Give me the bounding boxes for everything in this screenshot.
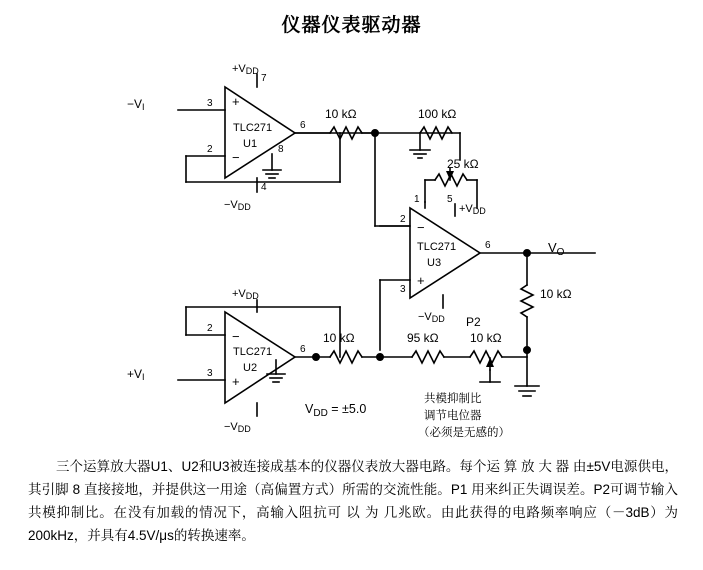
caption-block xyxy=(28,455,678,547)
pin-u2-plus: + xyxy=(232,374,240,389)
label-r-p2: 10 kΩ xyxy=(470,331,502,345)
note-cmrr-line1: 共模抑制比 xyxy=(424,393,482,405)
pin-number-u1-7: 7 xyxy=(261,73,267,84)
label-r-pot-p1: 25 kΩ xyxy=(447,157,479,171)
label-r-u1-series: 10 kΩ xyxy=(325,107,357,121)
page-title: 仪器仪表驱动器 xyxy=(281,15,422,36)
opamp-u3-name: U3 xyxy=(427,257,442,269)
pin-u2-minus: − xyxy=(232,329,240,344)
pin-u3-plus: + xyxy=(417,273,425,288)
caption-text: 三个运算放大器U1、U2和U3被连接成基本的仪器仪表放大器电路。每个运 算 放 大 器 由±5V电源供电，其引脚 8 直接接地，并提供这一用途（高偏置方式）所需的交流性能。P1 用来纠正失调误差。P2可调节输入共模抑制比。在没有加载的情况下，高输入阻抗可 以 为 几兆欧。由此获得的电路频率响应（－3dB）为200kHz，并具有4.5V/μs的转换速率。 xyxy=(28,459,678,543)
pin-number-u1-3: 3 xyxy=(207,98,213,109)
label-supply-note: $V_{DD} = \pm 5.0$ xyxy=(305,402,367,419)
pin-number-u3-1: 1 xyxy=(414,194,420,205)
pin-number-u1-8: 8 xyxy=(278,144,284,155)
label-u2-vdd-pos: +VDD xyxy=(232,288,259,301)
circuit-schematic xyxy=(0,30,703,440)
pin-number-u2-3: 3 xyxy=(207,368,213,379)
label-u1-vdd-neg: −VDD xyxy=(224,199,251,212)
pin-u1-plus: + xyxy=(232,94,240,109)
label-u3-vdd-neg: −VDD xyxy=(418,311,445,324)
label-input-neg: −VI xyxy=(127,97,145,112)
opamp-u1-name: U1 xyxy=(243,138,258,150)
pin-number-u3-5: 5 xyxy=(447,194,453,205)
note-cmrr-line3: （必须是无感的） xyxy=(418,427,510,439)
label-r-u2-series: 10 kΩ xyxy=(323,331,355,345)
label-output: $V_O$ xyxy=(548,240,565,258)
pin-number-u2-2: 2 xyxy=(207,323,213,334)
pin-number-u3-2: 2 xyxy=(400,214,406,225)
label-u1-vdd-pos: +VDD xyxy=(232,63,259,76)
label-r-out-load: 10 kΩ xyxy=(540,287,572,301)
pin-number-u2-6: 6 xyxy=(300,344,306,355)
label-p2-name: P2 xyxy=(466,315,481,329)
pin-number-u1-4: 4 xyxy=(261,182,267,193)
pin-u3-minus: − xyxy=(417,220,425,235)
label-u2-vdd-neg: −VDD xyxy=(224,421,251,434)
label-input-pos: +VI xyxy=(127,367,145,382)
label-u3-vdd-pos: +VDD xyxy=(459,203,486,216)
opamp-u3-part: TLC271 xyxy=(417,241,457,253)
label-r-feedback: 100 kΩ xyxy=(418,107,457,121)
opamp-u2-part: TLC271 xyxy=(233,346,273,358)
note-cmrr-line2: 调节电位器 xyxy=(424,410,482,422)
label-r-95k: 95 kΩ xyxy=(407,331,439,345)
pin-number-u1-6: 6 xyxy=(300,120,306,131)
opamp-u2-name: U2 xyxy=(243,362,258,374)
opamp-u1-part: TLC271 xyxy=(233,122,273,134)
pin-number-u3-6: 6 xyxy=(485,240,491,251)
pin-number-u3-3: 3 xyxy=(400,284,406,295)
pin-number-u1-2: 2 xyxy=(207,144,213,155)
pin-u1-minus: − xyxy=(232,150,240,165)
